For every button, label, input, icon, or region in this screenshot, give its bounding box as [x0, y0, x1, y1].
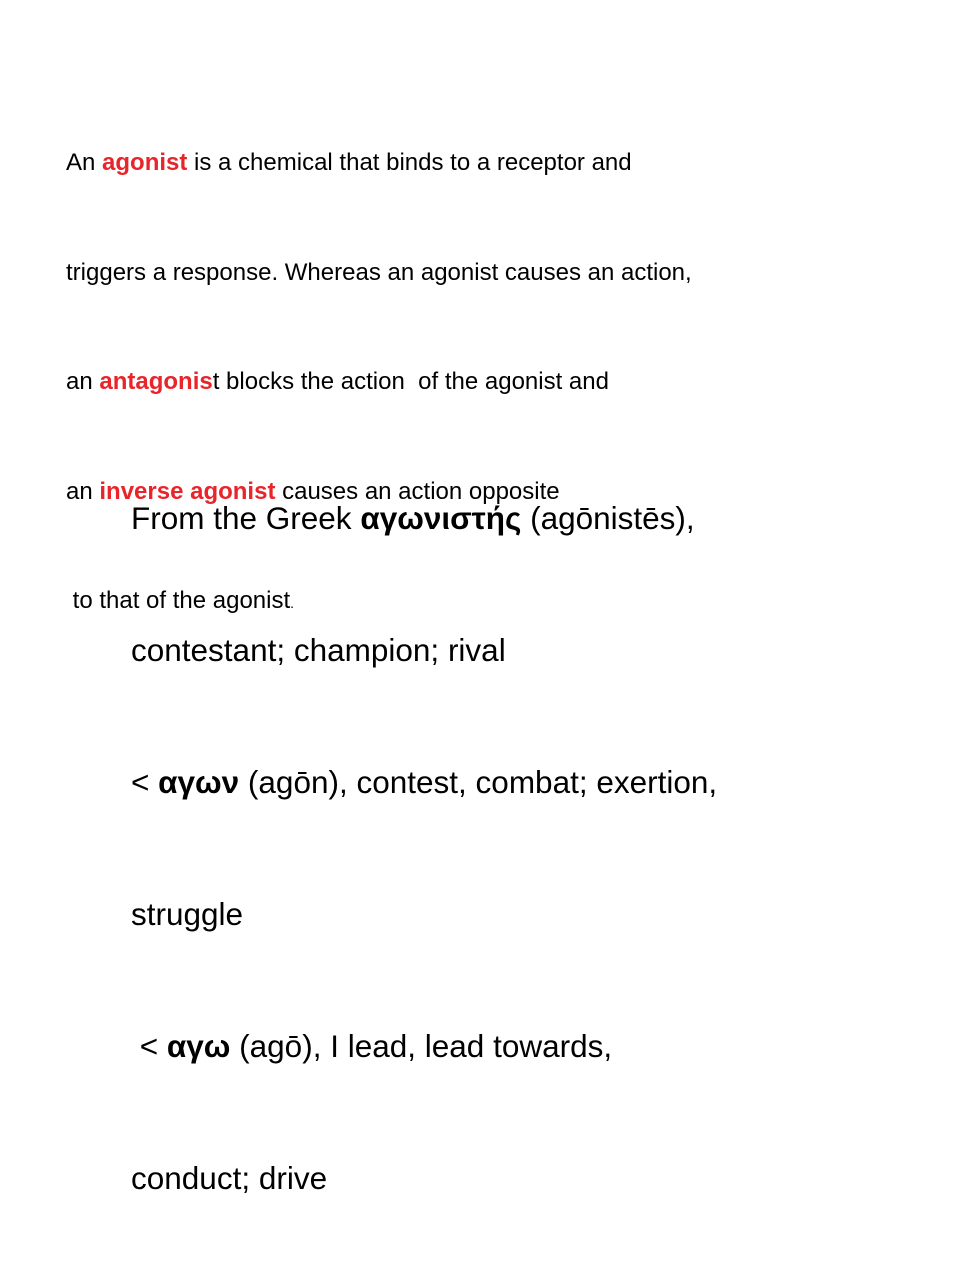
definition-text: triggers a response. Whereas an agonist causes an action,	[66, 258, 692, 286]
definition-text: an	[66, 477, 100, 505]
etymology-text: <	[131, 764, 159, 800]
definition-period: .	[290, 595, 295, 611]
definition-text: is a chemical that binds to a receptor and	[187, 149, 632, 176]
etymology-text: conduct; drive	[131, 1160, 328, 1196]
etymology-text: contestant; champion; rival	[131, 632, 506, 668]
definition-text: an	[66, 368, 100, 395]
etymology-line-1	[131, 496, 931, 540]
etymology-text: <	[131, 1028, 167, 1064]
term-inverse-agonist: inverse agonist	[99, 477, 276, 505]
etymology-text: From the Greek	[131, 500, 361, 536]
term-agonist: agonist	[102, 149, 188, 176]
greek-word-agon: αγων	[158, 764, 240, 800]
etymology-line-6	[131, 1156, 931, 1200]
definition-text: causes an action opposite	[275, 477, 560, 505]
term-antagonist: antagonis	[99, 368, 213, 395]
etymology-line-2	[131, 628, 931, 672]
etymology-line-3	[131, 760, 931, 804]
etymology-text: (agōn), contest, combat; exertion,	[239, 764, 718, 800]
etymology-text: struggle	[131, 896, 244, 932]
etymology-text: (agō), I lead, lead towards,	[230, 1028, 613, 1064]
definition-text: An	[66, 149, 103, 176]
definition-text: to that of the agonist	[66, 587, 291, 614]
definition-line-1	[66, 145, 926, 182]
etymology-line-5	[131, 1024, 931, 1068]
etymology-paragraph	[131, 408, 931, 1288]
definition-text: t blocks the action of the agonist and	[212, 368, 609, 395]
greek-word-agonistes: αγωνιστής	[360, 500, 522, 536]
definition-line-2	[66, 255, 926, 292]
definition-line-3	[66, 364, 926, 401]
etymology-line-4	[131, 892, 931, 936]
etymology-text: (agōnistēs),	[521, 500, 695, 536]
greek-word-ago: αγω	[166, 1028, 231, 1064]
